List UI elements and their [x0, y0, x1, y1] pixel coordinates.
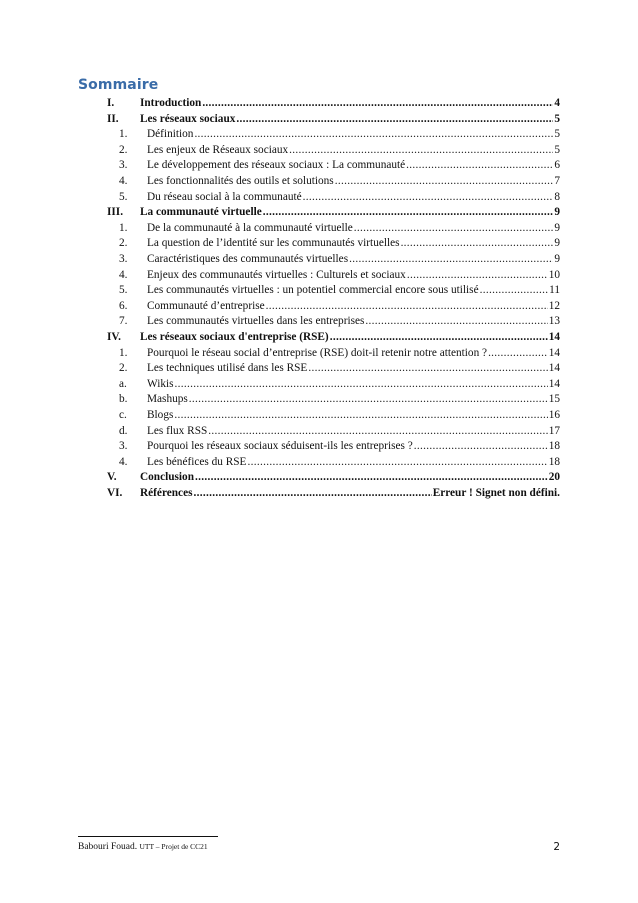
toc-entry[interactable]: [0, 173, 638, 189]
toc-entry[interactable]: [0, 423, 638, 439]
toc-leader-dots: [208, 423, 547, 439]
toc-entry[interactable]: [0, 438, 638, 454]
toc-entry[interactable]: [0, 407, 638, 423]
toc-entry[interactable]: [0, 313, 638, 329]
toc-leader-dots: [195, 469, 548, 485]
toc-entry-number: a.: [119, 377, 127, 390]
toc-entry-number: III.: [107, 206, 124, 219]
toc-leader-dots: [174, 407, 547, 423]
toc-entry-number: I.: [107, 97, 115, 109]
toc-entry-page: 8: [554, 190, 560, 203]
toc-entry-page: 4: [554, 97, 560, 109]
toc-entry-title: Communauté d’entreprise: [147, 299, 265, 312]
toc-leader-dots: [414, 438, 548, 454]
footer-page-number: 2: [553, 841, 560, 853]
toc-entry-number: 3.: [119, 440, 128, 453]
toc-entry[interactable]: [0, 251, 638, 267]
toc-leader-dots: [330, 329, 548, 345]
toc-entry-page: 17: [548, 424, 560, 437]
toc-entry-line: [147, 282, 560, 298]
toc-entry-title: Les communautés virtuelles : un potentiel commercial encore sous utilisé: [147, 284, 479, 297]
toc-entry[interactable]: [0, 454, 638, 470]
toc-leader-dots: [407, 267, 548, 283]
toc-entry-number: 2.: [119, 143, 128, 156]
toc-leader-dots: [335, 173, 554, 189]
toc-leader-dots: [263, 204, 554, 220]
toc-entry-line: [147, 173, 560, 189]
toc-entry-page: 13: [548, 315, 560, 328]
toc-entry[interactable]: [0, 235, 638, 251]
toc-leader-dots: [189, 391, 548, 407]
toc-leader-dots: [175, 376, 548, 392]
toc-entry[interactable]: [0, 95, 638, 111]
toc-entry-number: V.: [107, 471, 117, 484]
toc-entry-line: [147, 157, 560, 173]
toc-entry-line: [147, 251, 560, 267]
toc-entry-line: [147, 407, 560, 423]
toc-entry-title: Les flux RSS: [147, 424, 208, 437]
toc-entry-line: [140, 469, 560, 485]
toc-leader-dots: [349, 251, 553, 267]
toc-entry-page: 9: [554, 221, 560, 234]
toc-entry-title: La question de l’identité sur les communautés virtuelles: [147, 237, 400, 250]
toc-leader-dots: [406, 157, 553, 173]
toc-entry-title: La communauté virtuelle: [140, 206, 262, 219]
toc-entry-title: Mashups: [147, 393, 188, 406]
toc-entry-page: 18: [548, 440, 560, 453]
toc-entry-title: De la communauté à la communauté virtuelle: [147, 221, 353, 234]
toc-entry-line: [147, 438, 560, 454]
toc-entry[interactable]: [0, 189, 638, 205]
toc-entry-title: Les fonctionnalités des outils et solutions: [147, 175, 334, 187]
toc-entry-number: IV.: [107, 331, 121, 343]
toc-entry[interactable]: [0, 376, 638, 392]
toc-entry-title: Les réseaux sociaux: [140, 112, 236, 125]
toc-entry-title: Les réseaux sociaux d'entreprise (RSE): [140, 331, 329, 343]
toc-entry-number: b.: [119, 393, 128, 406]
toc-entry[interactable]: [0, 391, 638, 407]
toc-entry-title: Les bénéfices du RSE: [147, 455, 247, 468]
toc-leader-dots: [488, 345, 548, 361]
toc-entry-page: Erreur ! Signet non défini.: [432, 487, 560, 499]
toc-entry-page: 15: [548, 393, 560, 406]
footer-author: Babouri Fouad.: [78, 842, 138, 852]
toc-entry-page: 14: [548, 346, 560, 359]
toc-entry-line: [147, 189, 560, 205]
toc-leader-dots: [303, 189, 554, 205]
toc-entry[interactable]: [0, 204, 638, 220]
toc-entry[interactable]: [0, 111, 638, 127]
toc-entry-line: [147, 235, 560, 251]
toc-entry-line: [140, 111, 560, 127]
toc-entry-page: 5: [554, 128, 560, 141]
toc-entry-number: 4.: [119, 268, 128, 281]
toc-leader-dots: [365, 313, 547, 329]
toc-entry-title: Pourquoi les réseaux sociaux séduisent-ils les entreprises ?: [147, 440, 413, 453]
toc-entry-number: 1.: [119, 128, 128, 141]
toc-leader-dots: [193, 485, 431, 501]
footer-project: UTT – Projet de CC21: [139, 842, 208, 851]
toc-entry[interactable]: [0, 329, 638, 345]
toc-leader-dots: [202, 95, 553, 111]
toc-leader-dots: [236, 111, 553, 127]
toc-entry-page: 20: [548, 471, 560, 484]
toc-entry-title: Caractéristiques des communautés virtuelles: [147, 253, 349, 265]
toc-entry-number: 3.: [119, 253, 128, 265]
toc-entry[interactable]: [0, 142, 638, 158]
toc-entry-page: 14: [548, 331, 560, 343]
toc-entry-title: Conclusion: [140, 471, 194, 484]
toc-entry-line: [147, 313, 560, 329]
toc-entry-number: 5.: [119, 284, 128, 297]
toc-entry[interactable]: [0, 282, 638, 298]
toc-entry-number: 5.: [119, 190, 128, 203]
toc-entry-page: 6: [554, 159, 560, 172]
toc-entry-number: 1.: [119, 346, 128, 359]
toc-entry-number: 2.: [119, 237, 128, 250]
toc-entry-line: [140, 204, 560, 220]
page-title: Sommaire: [78, 77, 159, 93]
footer-author-line: [78, 842, 208, 852]
footer-divider: [78, 836, 218, 837]
toc-entry-page: 9: [554, 253, 560, 265]
toc-leader-dots: [308, 360, 547, 376]
toc-leader-dots: [401, 235, 554, 251]
toc-entry-title: Définition: [147, 128, 194, 141]
toc-entry-title: Enjeux des communautés virtuelles : Culturels et sociaux: [147, 268, 406, 281]
toc-entry-line: [147, 423, 560, 439]
toc-entry-line: [140, 329, 560, 345]
toc-leader-dots: [480, 282, 549, 298]
toc-entry-page: 18: [548, 455, 560, 468]
toc-entry-title: Wikis: [147, 377, 174, 390]
toc-entry-page: 9: [554, 237, 560, 250]
toc-entry-number: 6.: [119, 299, 128, 312]
toc-entry-number: 2.: [119, 362, 128, 375]
toc-entry-line: [147, 376, 560, 392]
toc-entry-title: Blogs: [147, 409, 174, 421]
toc-entry[interactable]: [0, 126, 638, 142]
toc-entry-title: Références: [140, 487, 193, 499]
toc-entry-page: 14: [548, 362, 560, 375]
toc-entry-number: 3.: [119, 159, 128, 172]
toc-entry[interactable]: [0, 485, 638, 501]
toc-entry-page: 14: [548, 377, 560, 390]
toc-entry-line: [147, 454, 560, 470]
toc-entry-title: Introduction: [140, 97, 202, 109]
toc-entry-number: 7.: [119, 315, 128, 328]
toc-entry-line: [147, 391, 560, 407]
toc-entry-page: 16: [548, 409, 560, 421]
toc-entry-number: II.: [107, 112, 119, 125]
toc-leader-dots: [266, 298, 548, 314]
toc-entry-page: 5: [554, 143, 560, 156]
toc-entry-line: [147, 142, 560, 158]
toc-entry-line: [147, 267, 560, 283]
toc-entry[interactable]: [0, 469, 638, 485]
toc-entry[interactable]: [0, 220, 638, 236]
toc-entry-page: 7: [554, 175, 560, 187]
toc-leader-dots: [247, 454, 547, 470]
toc-entry-number: c.: [119, 409, 127, 421]
toc-entry-line: [140, 95, 560, 111]
toc-entry-line: [140, 485, 560, 501]
toc-entry-title: Les communautés virtuelles dans les entreprises: [147, 315, 365, 328]
toc-entry-title: Les enjeux de Réseaux sociaux: [147, 143, 289, 156]
toc-entry-line: [147, 220, 560, 236]
toc-entry-number: d.: [119, 424, 128, 437]
toc-entry-number: VI.: [107, 487, 123, 499]
toc-leader-dots: [194, 126, 553, 142]
toc-entry-line: [147, 126, 560, 142]
toc-entry-page: 5: [554, 112, 560, 125]
toc-entry-number: 1.: [119, 221, 128, 234]
toc-entry-title: Les techniques utilisé dans les RSE: [147, 362, 308, 375]
toc-entry-page: 9: [554, 206, 560, 219]
toc-entry-line: [147, 360, 560, 376]
toc-entry[interactable]: [0, 298, 638, 314]
toc-entry-title: Pourquoi le réseau social d’entreprise (RSE) doit-il retenir notre attention ?: [147, 346, 488, 359]
toc-entry-line: [147, 345, 560, 361]
toc-entry[interactable]: [0, 360, 638, 376]
toc-leader-dots: [354, 220, 554, 236]
toc-entry[interactable]: [0, 345, 638, 361]
toc-entry-number: 4.: [119, 175, 128, 187]
toc-entry-page: 11: [549, 284, 560, 297]
toc-entry[interactable]: [0, 157, 638, 173]
toc-entry-number: 4.: [119, 455, 128, 468]
toc-entry-page: 12: [548, 299, 560, 312]
toc-entry-page: 10: [548, 268, 560, 281]
toc-entry-title: Le développement des réseaux sociaux : La communauté: [147, 159, 406, 172]
toc-leader-dots: [289, 142, 553, 158]
toc-entry-line: [147, 298, 560, 314]
toc-entry-title: Du réseau social à la communauté: [147, 190, 302, 203]
toc-entry[interactable]: [0, 267, 638, 283]
